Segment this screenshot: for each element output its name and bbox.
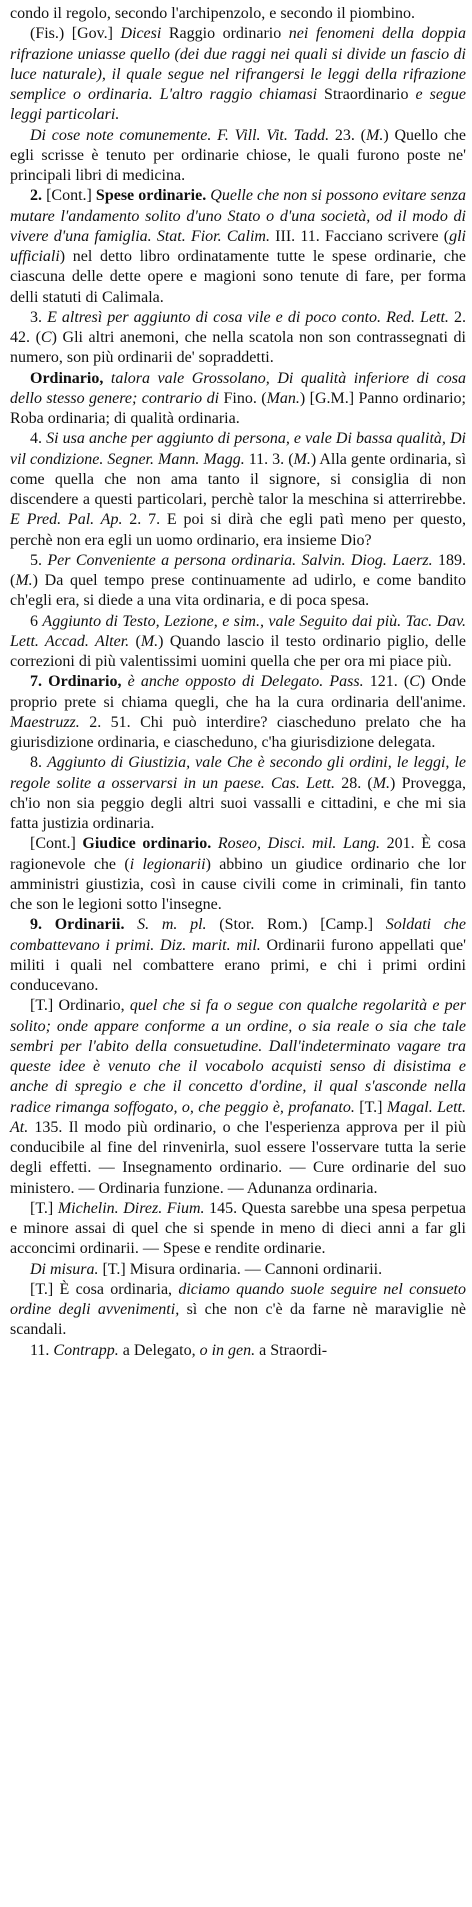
italic-text: M. [372,774,391,792]
italic-text: E altresì per aggiunto di cosa vile e di poco conto. Red. Lett. [47,308,454,326]
entry-paragraph [10,753,466,834]
italic-text: gli ufficiali [10,227,466,265]
text-run: [T.] È cosa ordinaria, [30,1280,179,1298]
text-run: a Straordi- [259,1341,328,1359]
text-run: 135. Il modo più ordinario, o che l'esperienza approva per il più conducibile al fine del rinvenirla, suol essere l'osservare tutta la serie degli effetti. — Insegnamento ordinario. — Cure ordinarie del suo ministero. — Ordinaria funzione. — Adunanza ordinaria. [10,1118,467,1197]
entry-paragraph [10,1260,466,1280]
text-run: Fino. ( [223,389,267,407]
italic-text: e segue leggi particolari. [10,86,467,124]
italic-text: Michelin. Direz. Fium. [57,1199,210,1217]
text-run: 189. ( [10,551,466,589]
italic-text: è anche opposto di Delegato. Pass. [127,673,370,691]
italic-text: o in gen. [199,1341,260,1359]
entry-paragraph [10,915,466,996]
entry-paragraph [10,996,466,1199]
entry-paragraph [10,672,466,753]
italic-text: Soldati che combattevano i primi. Diz. marit. mil. [10,916,466,954]
text-run: [T.] Ordinario, [30,997,130,1015]
italic-text: Aggiunto di Giustizia, vale Che è secondo gli ordini, le leggi, le regole solite a osservarsi in un paese. Cas. Lett. [10,754,467,792]
entry-paragraph [10,612,466,673]
bold-text: Giudice ordinario. [82,835,218,853]
italic-text: Di cose note comunemente. F. Vill. Vit. Tadd. [30,126,335,144]
italic-text: Roseo, Disci. mil. Lang. [217,835,387,853]
text-run: 2. 7. E poi si dirà che egli patì meno per questo, perchè non era egli un uomo ordinario, era insieme Dio? [10,511,467,549]
text-run: Raggio ordinario [168,25,289,43]
text-run: [T.] Misura ordinaria. — Cannoni ordinarii. [102,1260,383,1278]
italic-text: Quelle che non si possono evitare senza mutare l'andamento solito d'uno Stato o d'una società, od il modo di vivere d'una famiglia. Stat. Fior. Calim. [10,187,467,245]
text-run: III. 11. Facciano scrivere ( [275,227,450,245]
bold-text: Spese ordinarie. [95,187,211,205]
italic-text: Per Conveniente a persona ordinaria. Salvin. Diog. Laerz. [47,551,438,569]
text-run: [T.] [30,1199,58,1217]
entry-text [10,4,466,1361]
text-run: 145. Questa sarebbe una spesa perpetua e minore assai di quel che si spende in meno di dieci anni a far gli acconcimi ordinarii. — Spese e rendite ordinarie. [10,1199,467,1258]
text-run: condo il regolo, secondo l'archipenzolo, e secondo il piombino. [10,5,416,22]
italic-text: Contrapp. [53,1341,123,1359]
italic-text: Dicesi [120,25,169,43]
text-run: [Cont.] [46,187,96,205]
text-run: ) Onde proprio prete si chiama quegli, che ha la cura ordinaria dell'anime. [10,673,467,711]
italic-text: E Pred. Pal. Ap. [10,511,130,529]
text-run: ) Quello che egli scrisse è tenuto per ordinarie chiose, le quali furono poste ne' principali libri di medicina. [10,126,467,184]
entry-paragraph [10,1280,466,1341]
text-run: ) Quando lascio il testo ordinario piglio, delle correzioni di più valentissimi uomini quella che per ora mi piace più. [10,632,466,670]
italic-text: i legionarii [129,855,206,873]
text-run: 4. [30,430,47,448]
text-run: 201. È cosa ragionevole che ( [10,835,467,873]
italic-text: talora vale Grossolano, Di qualità inferiore di cosa dello stesso genere; contrario di [10,369,466,407]
bold-text: 2. [30,187,47,205]
entry-paragraph [10,1199,466,1260]
italic-text: C [409,673,420,691]
entry-paragraph [10,369,466,430]
entry-paragraph [10,308,466,369]
italic-text: nei fenomeni della doppia rifrazione uniasse quello (dei due raggi nei quali si divide un fascio di luce naturale), il quale segue nel rifrangersi le leggi della rifrazione semplice o ordinaria. L'altro raggio chiamasi [10,25,466,103]
text-run: ) abbino un giudice ordinario che lor amministri giustizia, così in cause civili come in criminali, fin tanto che son le legioni sotto l'insegne. [10,855,467,913]
text-run: 6 [30,612,43,630]
text-run: [Cont.] [30,835,83,853]
text-run: 8. [30,754,48,772]
text-run: 5. [30,551,48,569]
text-run: sì che non c'è da farne nè maraviglie nè scandali. [10,1301,466,1339]
text-run: ) Provegga, ch'io non sia peggio degli altri suoi vassalli e cittadini, e che mi sia fatta justizia ordinaria. [10,774,467,832]
bold-text: Ordinario, [30,369,111,387]
text-run: 3. [30,308,48,326]
entry-paragraph [10,1341,466,1361]
entry-paragraph [10,834,466,915]
text-run: ( [135,632,141,650]
text-run: 23. ( [334,126,367,144]
italic-text: M. [140,632,159,650]
text-run: (Fis.) [Gov.] [30,25,121,43]
entry-paragraph [10,551,466,612]
italic-text: diciamo quando suole seguire nel consueto ordine degli avvenimenti, [10,1280,466,1318]
text-run: [T.] [359,1098,387,1116]
text-run: 28. ( [341,774,373,792]
entry-paragraph [10,126,466,187]
entry-paragraph [10,429,466,551]
bold-text: 9. Ordinarii. [30,916,138,934]
text-run: 121. ( [369,673,410,691]
italic-text: Di misura. [30,1260,103,1278]
italic-text: quel che si fa o segue con qualche regolarità e per solito; onde appare conforme a un ordine, o sia reale o sia che tale sembri per l'abito della consuetudine. Dall'indeterminato vagare tra queste idee è venuto che il vocabolo acquisti senso di disistima e anche di spregio e che il concetto d'ordine, il qual s'asconde nella radice rimanga soffogato, o, che peggio è, profanato. [10,997,466,1116]
text-run: Straordinario [324,86,416,103]
entry-paragraph [10,4,466,24]
entry-paragraph [10,24,466,125]
text-run: 11. [30,1341,54,1359]
italic-text: S. m. pl. [137,916,220,934]
italic-text: M. [15,572,33,589]
bold-text: 7. Ordinario, [30,673,128,691]
italic-text: Magal. Lett. At. [10,1098,466,1136]
italic-text: Si usa anche per aggiunto di persona, e vale Di bassa qualità, Di vil condizione. Segner. Mann. Magg. [10,430,466,468]
text-run: Ordinarii furono appellati que' militi i quali nel combattere erano primi, e chi i primi ordini conducevano. [10,936,466,994]
text-run: 2. 51. Chi può interdire? ciascheduno prelato che ha giurisdizione ordinaria, e ciascheduno, c'ha giurisdizione delegata. [10,713,467,751]
italic-text: M. [293,450,311,468]
italic-text: Maestruzz. [10,713,90,731]
text-run: ) Alla gente ordinaria, sì come quella che non ama tanto il signore, si consiglia di non discendere a questi particolari, perchè talor la meschina si atterrirebbe. [10,450,467,508]
text-run: ) [G.M.] Panno ordinario; Roba ordinaria; di qualità ordinaria. [10,389,467,427]
text-run: 2. 42. ( [10,308,466,346]
italic-text: M. [366,126,384,144]
italic-text: Aggiunto di Testo, Lezione, e sim., vale Seguito dai più. Tac. Dav. Lett. Accad. Alter. [10,612,466,650]
italic-text: C [40,329,52,346]
text-run: ) nel detto libro ordinatamente tutte le spese ordinarie, che ciascuna delle dette opere e magioni sono tenute di fare, per forma delli statuti di Calimala. [10,248,466,306]
text-run: ) Gli altri anemoni, che nella scatola non son contrassegnati di numero, son più ordinarii de' sopraddetti. [10,329,467,367]
entry-paragraph [10,186,466,308]
text-run: a Delegato, [122,1341,200,1359]
text-run: (Stor. Rom.) [Camp.] [219,916,386,934]
text-run: 11. 3. ( [248,450,294,468]
text-run: ) Da quel tempo prese continuamente ad udirlo, e come bandito ch'egli era, si diede a una vita ordinaria, e di poca spesa. [10,572,466,610]
italic-text: Man. [266,389,300,407]
